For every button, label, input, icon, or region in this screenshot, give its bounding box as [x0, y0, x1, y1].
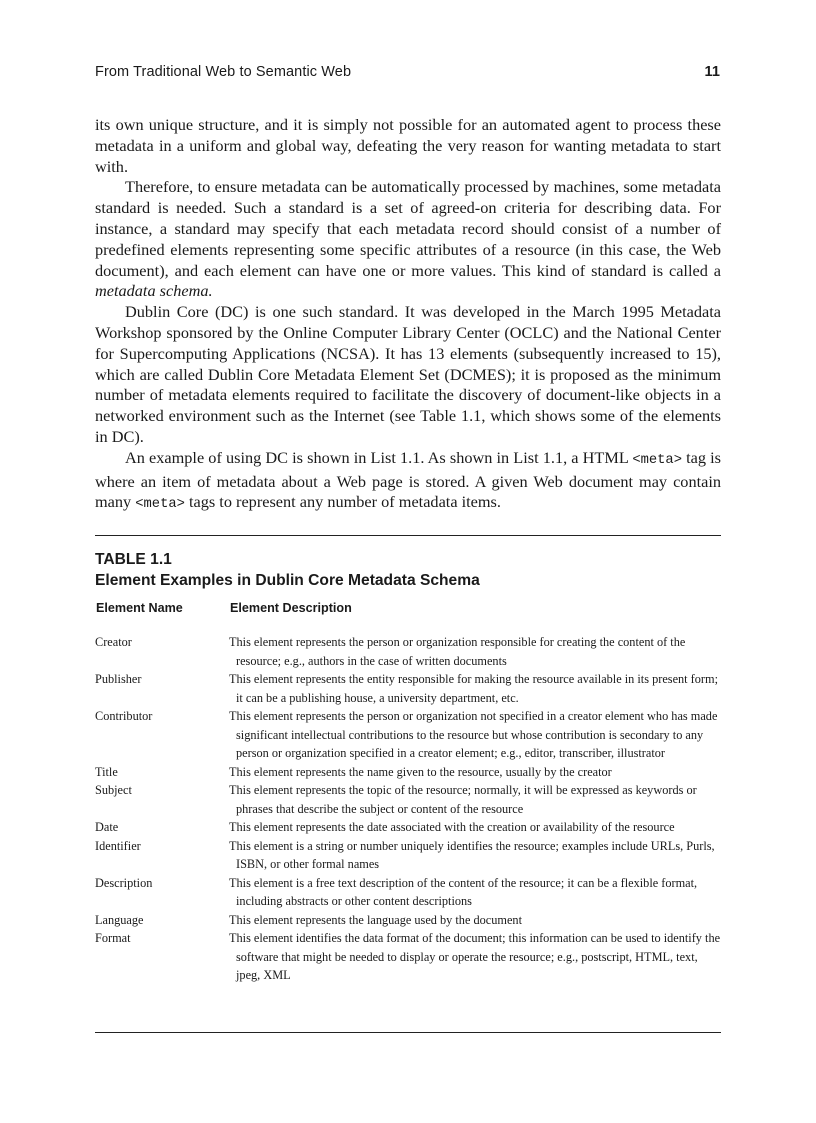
- element-description-cell: This element represents the language used by the document: [229, 912, 522, 927]
- table-bottom-rule: [95, 1032, 721, 1033]
- meta-tag-code-1: <meta>: [632, 452, 682, 468]
- table-row: [95, 818, 721, 837]
- table-row: [95, 874, 721, 911]
- element-name-cell: Language: [95, 912, 144, 927]
- table-row: [95, 670, 721, 707]
- element-name-cell: Description: [95, 875, 153, 890]
- table-body: [95, 633, 721, 985]
- paragraph-1: its own unique structure, and it is simply not possible for an automated agent to process these metadata in a uniform and global way, defeating the very reason for wanting metadata to start with.: [95, 115, 721, 176]
- element-description-cell: This element identifies the data format of the document; this information can be used to identify the software that might be needed to display or operate the resource; e.g., postscript, HTML, text, jpeg, XML: [229, 931, 721, 982]
- running-head-title: From Traditional Web to Semantic Web: [95, 64, 352, 80]
- paragraph-3: Dublin Core (DC) is one such standard. It was developed in the March 1995 Metadata Workshop sponsored by the Online Computer Library Center (OCLC) and the National Center for Supercomputing Applications (NCSA). It has 13 elements (subsequently increased to 15), which are called Dublin Core Metadata Element Set (DCMES); it is proposed as the minimum number of metadata elements required to facilitate the discovery of document-like objects in a networked environment such as the Internet (see Table 1.1, which shows some of the elements in DC).: [95, 302, 721, 446]
- element-description-cell: This element represents the person or organization not specified in a creator element who has made significant intellectual contributions to the resource but whose contribution is secondary to any person or organization specified in a creator element; e.g., editor, transcriber, illustrator: [229, 709, 718, 760]
- table-row: [95, 763, 721, 782]
- table-row: [95, 911, 721, 930]
- element-name-cell: Identifier: [95, 838, 141, 853]
- column-header-element-name: Element Name: [96, 601, 183, 615]
- paragraph-2-text: Therefore, to ensure metadata can be automatically processed by machines, some metadata standard is needed. Such a standard is a set of agreed-on criteria for describing data. For instance, a standard may specify that each metadata record should consist of a number of predefined elements representing some specific attributes of a resource (in this case, the Web document), and each element can have one or more values. This kind of standard is called a: [95, 177, 721, 280]
- paragraph-4-part-b: tag is where an item of metadata about a Web page is stored. A given Web document may contain many: [95, 447, 722, 512]
- table-number: TABLE 1.1: [95, 551, 172, 568]
- element-description-cell: This element is a free text description of the content of the resource; it can be a flexible format, including abstracts or other content descriptions: [229, 875, 698, 908]
- table-title: Element Examples in Dublin Core Metadata Schema: [95, 571, 480, 589]
- table-row: [95, 633, 721, 670]
- element-name-cell: Format: [95, 931, 131, 945]
- element-name-cell: Title: [95, 764, 118, 779]
- table-row: [95, 837, 721, 874]
- body-text: [95, 115, 721, 516]
- element-name-cell: Publisher: [95, 672, 142, 686]
- column-header-element-description: Element Description: [230, 601, 352, 615]
- paragraph-4-part-a: An example of using DC is shown in List 1.1. As shown in List 1.1, a HTML: [125, 447, 633, 467]
- element-name-cell: Date: [95, 820, 119, 834]
- element-name-cell: Contributor: [95, 709, 153, 723]
- paragraph-4: [95, 448, 721, 516]
- table-top-rule: [95, 535, 721, 536]
- element-description-cell: This element is a string or number uniquely identifies the resource; examples include URLs, Purls, ISBN, or other formal names: [229, 838, 715, 871]
- element-description-cell: This element represents the entity responsible for making the resource available in its present form; it can be a publishing house, a university department, etc.: [229, 672, 718, 705]
- metadata-schema-term: metadata schema.: [95, 281, 213, 301]
- paragraph-2: [95, 177, 721, 302]
- table-row: [95, 707, 721, 763]
- page-number: 11: [704, 64, 720, 80]
- element-description-cell: This element represents the topic of the resource; normally, it will be expressed as keywords or phrases that describe the subject or content of the resource: [229, 783, 697, 816]
- element-description-cell: This element represents the name given to the resource, usually by the creator: [229, 764, 612, 779]
- meta-tag-code-2: <meta>: [135, 497, 185, 513]
- table-row: [95, 929, 721, 985]
- paragraph-4-part-c: tags to represent any number of metadata items.: [184, 492, 501, 512]
- table-caption: [95, 550, 480, 591]
- element-description-cell: This element represents the person or organization responsible for creating the content of the resource; e.g., authors in the case of written documents: [229, 635, 686, 668]
- element-name-cell: Subject: [95, 783, 132, 797]
- element-name-cell: Creator: [95, 635, 132, 649]
- element-description-cell: This element represents the date associated with the creation or availability of the resource: [229, 820, 675, 834]
- table-row: [95, 781, 721, 818]
